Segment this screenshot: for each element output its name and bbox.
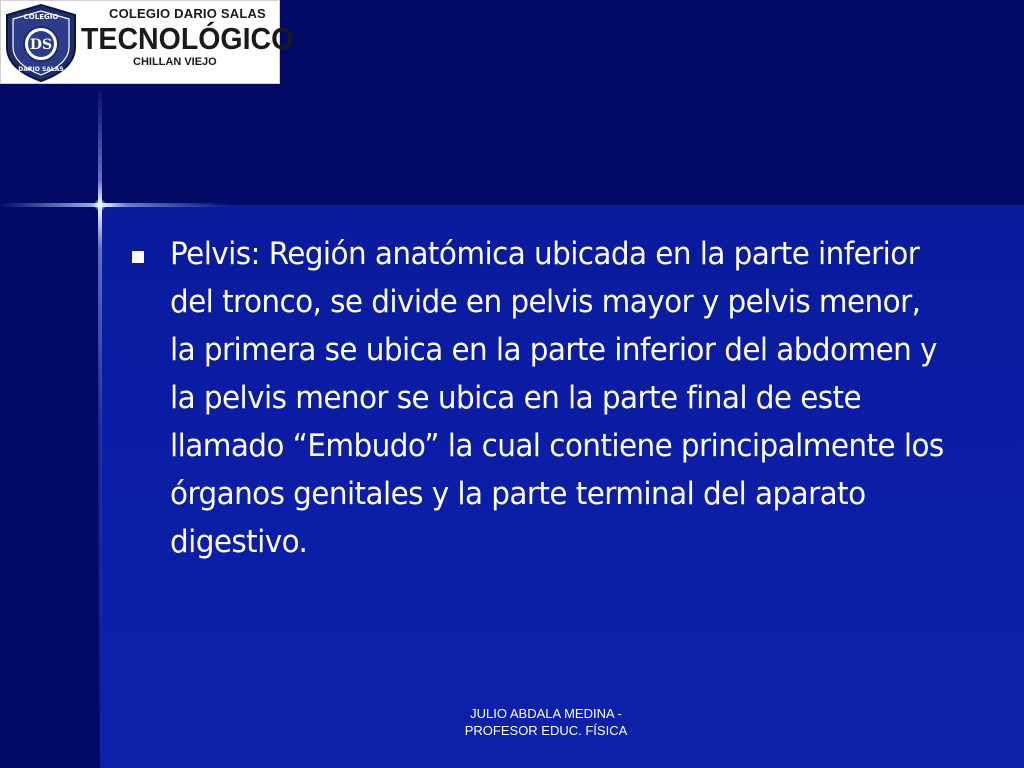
svg-text:DS: DS <box>29 37 53 53</box>
light-flare-core <box>94 199 106 211</box>
logo-school-type: TECNOLÓGICO <box>81 21 294 56</box>
footer-line-role: PROFESOR EDUC. FÍSICA <box>464 723 628 738</box>
list-item <box>128 230 948 566</box>
svg-text:COLEGIO: COLEGIO <box>23 13 59 21</box>
left-band <box>0 205 100 768</box>
light-flare-horizontal <box>0 203 230 207</box>
light-flare-vertical <box>98 85 102 768</box>
svg-text:DARIO SALAS: DARIO SALAS <box>18 66 64 73</box>
square-bullet-icon <box>132 251 144 263</box>
school-logo <box>0 0 294 84</box>
logo-school-location: CHILLAN VIEJO <box>133 56 217 68</box>
footer-line-name: JULIO ABDALA MEDINA - <box>470 706 622 721</box>
logo-school-name: COLEGIO DARIO SALAS <box>109 6 266 21</box>
school-seal-icon <box>3 3 79 83</box>
bullet-list <box>128 230 948 566</box>
bullet-text: Pelvis: Región anatómica ubicada en la parte inferior del tronco, se divide en pelvis mayor y pelvis menor, la primera se ubica en la parte inferior del abdomen y la pelvis menor se ubica en la parte final de este llamado “Embudo” la cual contiene principalmente los órganos genitales y la parte terminal del aparato digestivo. <box>170 236 944 560</box>
footer-credit <box>426 705 666 739</box>
